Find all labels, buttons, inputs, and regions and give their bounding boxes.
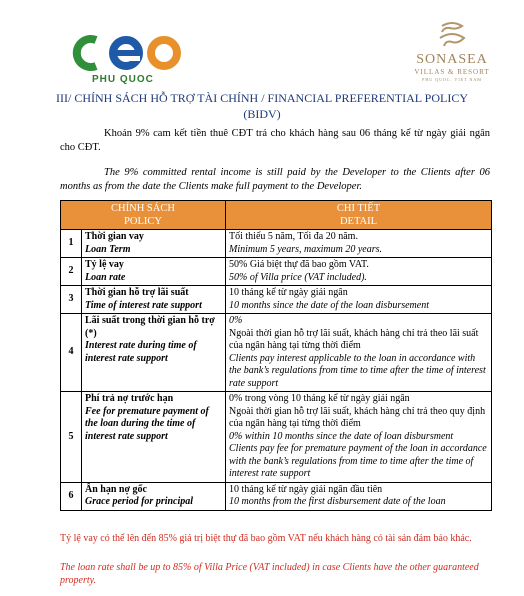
intro-paragraph-en: The 9% committed rental income is still paid by the Developer to the Clients after 06 months as from the date the Clients make full payment to the Developer. <box>60 167 490 192</box>
detail-cell <box>226 314 492 392</box>
detail-vi: 10 tháng kể từ ngày giải ngân đầu tiên <box>229 483 383 495</box>
policy-cell <box>82 258 226 286</box>
policy-cell <box>82 482 226 510</box>
policy-header-vi: CHÍNH SÁCH <box>111 203 175 214</box>
policy-table <box>60 200 492 511</box>
policy-en: Time of interest rate support <box>85 299 202 311</box>
detail-en-1: 0% within 10 months since the date of loan disbursment <box>229 430 454 442</box>
row-number: 2 <box>61 258 82 286</box>
detail-vi: Tối thiểu 5 năm, Tối đa 20 năm. <box>229 231 358 242</box>
policy-en: Grace period for principal <box>85 496 194 507</box>
policy-en: Loan Term <box>85 243 131 255</box>
table-row <box>61 286 492 314</box>
row-number: 3 <box>61 286 82 314</box>
table-row <box>61 392 492 483</box>
section-title <box>30 90 494 122</box>
detail-en: Minimum 5 years, maximum 20 years. <box>229 243 383 255</box>
policy-cell <box>82 392 226 483</box>
row-number: 4 <box>61 314 82 392</box>
section-title-line1: III/ CHÍNH SÁCH HỖ TRỢ TÀI CHÍNH / FINANCIAL PREFERENTIAL POLICY <box>56 91 468 105</box>
detail-en: 10 months since the date of the loan disbursement <box>229 299 429 311</box>
policy-en: Loan rate <box>85 271 126 283</box>
policy-vi: Lãi suất trong thời gian hỗ trợ (*) <box>85 315 215 339</box>
policy-header-en: POLICY <box>124 216 162 227</box>
sonasea-name: SONASEA <box>416 52 488 67</box>
policy-column-header <box>61 201 226 230</box>
policy-en: Fee for premature payment of the loan during the time of interest rate support <box>85 405 209 442</box>
policy-cell <box>82 286 226 314</box>
sonasea-tagline: VILLAS & RESORT <box>414 68 490 76</box>
ceo-logo-subtitle: PHU QUOC <box>92 74 154 85</box>
detail-cell <box>226 230 492 258</box>
row-number: 6 <box>61 482 82 510</box>
detail-en: 10 months from the first disbursement date of the loan <box>229 496 446 507</box>
footnote-en: The loan rate shall be up to 85% of Villa Price (VAT included) in case Clients have the other guaranteed property. <box>60 562 479 586</box>
detail-vi: Ngoài thời gian hỗ trợ lãi suất, khách hàng chỉ trả theo lãi suất của ngân hàng tại từng thời điểm <box>229 327 479 351</box>
footnote-vi: Tỷ lệ vay có thể lên đến 85% giá trị biệt thự đã bao gồm VAT nếu khách hàng có tài sản đảm bảo khác. <box>60 533 472 544</box>
policy-cell <box>82 230 226 258</box>
policy-cell <box>82 314 226 392</box>
detail-column-header <box>226 201 492 230</box>
detail-rate: 0% <box>229 315 243 326</box>
policy-vi: Thời gian hỗ trợ lãi suất <box>85 287 189 298</box>
detail-header-en: DETAIL <box>339 216 378 227</box>
ceo-phu-quoc-logo <box>66 30 186 86</box>
table-row <box>61 230 492 258</box>
policy-vi: Phí trả nợ trước hạn <box>85 393 174 404</box>
detail-en: Clients pay interest applicable to the loan in accordance with the bank’s regulations from time to time after the time of interest rate support <box>229 352 486 389</box>
intro-paragraph-vi: Khoản 9% cam kết tiền thuê CĐT trả cho khách hàng sau 06 tháng kể từ ngày giải ngân cho CĐT. <box>60 128 490 153</box>
row-number: 1 <box>61 230 82 258</box>
detail-en-2: Clients pay fee for premature payment of the loan in accordance with the bank’s regulations from time to time after the time of interest rate support <box>229 443 487 479</box>
table-row <box>61 482 492 510</box>
detail-vi-2: Ngoài thời gian hỗ trợ lãi suất, khách hàng chỉ trả theo quy định của ngân hàng tại từng thời điểm <box>229 405 486 429</box>
row-number: 5 <box>61 392 82 483</box>
detail-vi: 10 tháng kể từ ngày giải ngân <box>229 287 348 298</box>
ceo-logo-mark <box>66 30 186 74</box>
table-header-row <box>61 201 492 230</box>
detail-header-vi: CHI TIẾT <box>336 203 381 214</box>
detail-cell <box>226 286 492 314</box>
detail-cell <box>226 482 492 510</box>
policy-vi: Thời gian vay <box>85 231 144 242</box>
policy-vi: Ân hạn nợ gốc <box>85 483 147 495</box>
detail-cell <box>226 392 492 483</box>
sonasea-swirl-icon <box>434 20 470 52</box>
section-title-line2: (BIDV) <box>243 107 281 121</box>
policy-vi: Tỷ lệ vay <box>85 259 124 270</box>
detail-cell <box>226 258 492 286</box>
sonasea-logo <box>398 20 506 84</box>
detail-vi: 50% Giá biệt thự đã bao gồm VAT. <box>229 259 369 270</box>
table-row <box>61 314 492 392</box>
table-row <box>61 258 492 286</box>
page-header <box>0 0 524 86</box>
policy-en: Interest rate during time of interest rate support <box>85 340 197 364</box>
sonasea-location: PHU QUOC, VIET NAM <box>422 77 482 82</box>
detail-vi-1: 0% trong vòng 10 tháng kể từ ngày giải ngân <box>229 393 410 404</box>
detail-en: 50% of Villa price (VAT included). <box>229 271 367 283</box>
